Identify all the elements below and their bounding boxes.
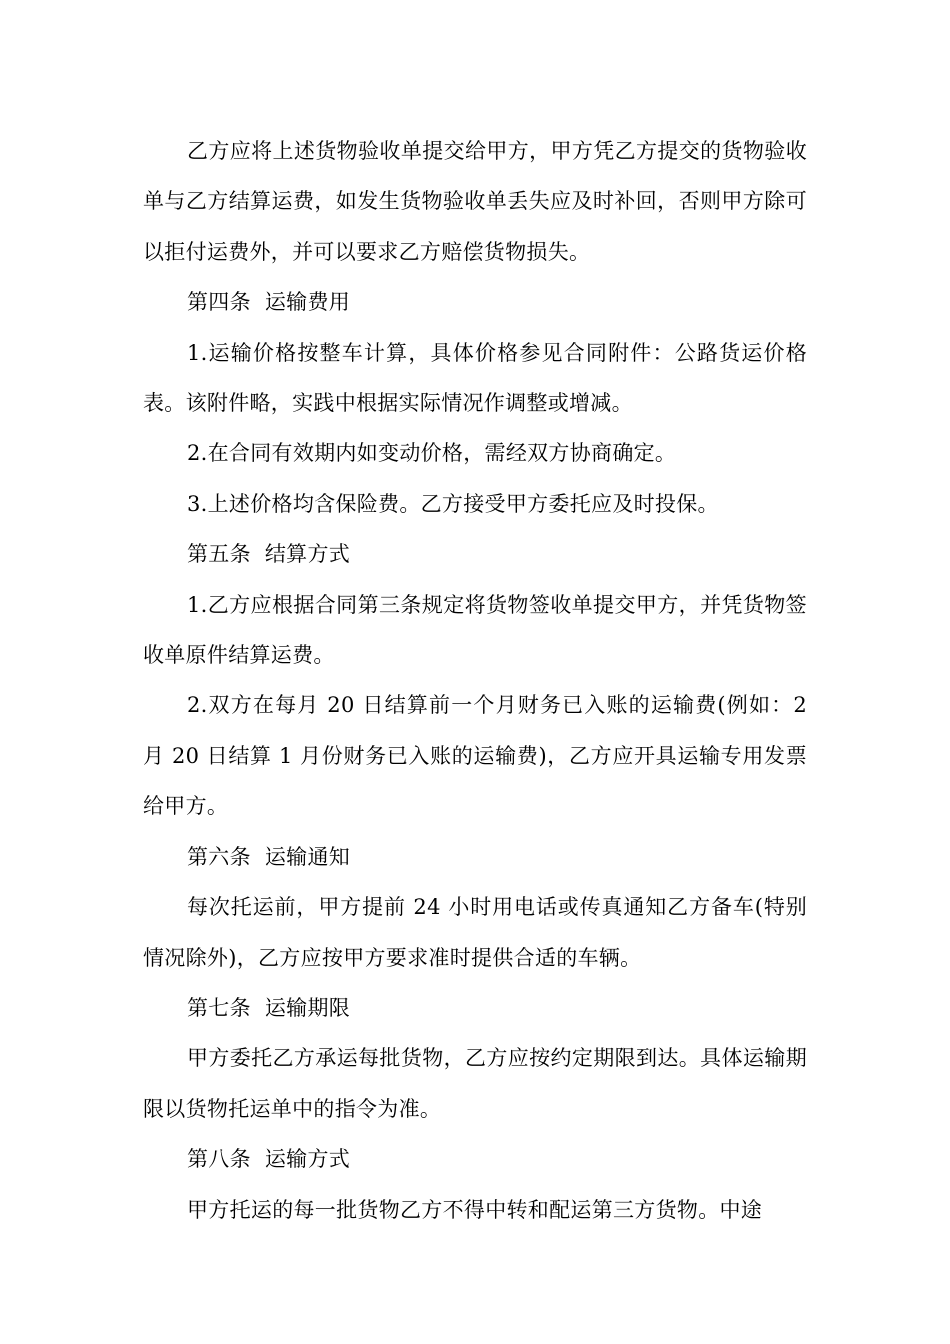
heading-article-8: 第八条 运输方式 [187,1147,351,1172]
paragraph-4-3: 3.上述价格均含保险费。乙方接受甲方委托应及时投保。 [187,491,719,516]
paragraph-4-1: 1.运输价格按整车计算，具体价格参见合同附件：公路货运价格表。该附件略，实践中根据实际情况作调整或增减。 [143,340,807,416]
paragraph-7: 甲方委托乙方承运每批货物，乙方应按约定期限到达。具体运输期限以货物托运单中的指令为准。 [143,1046,807,1121]
heading-article-5: 第五条 结算方式 [187,542,351,567]
heading-article-6: 第六条 运输通知 [187,844,351,869]
paragraph-4-2: 2.在合同有效期内如变动价格，需经双方协商确定。 [187,441,677,466]
paragraph-8: 甲方托运的每一批货物乙方不得中转和配运第三方货物。中途 [187,1197,763,1222]
paragraph-5-1: 1.乙方应根据合同第三条规定将货物签收单提交甲方，并凭货物签收单原件结算运费。 [143,592,807,668]
paragraph-5-2: 2.双方在每月 20 日结算前一个月财务已入账的运输费(例如：2 月 20 日结算 1 月份财务已入账的运输费)，乙方应开具运输专用发票给甲方。 [143,693,807,819]
document-body [143,126,807,1235]
heading-article-4: 第四条 运输费用 [187,290,351,315]
paragraph-acceptance-note: 乙方应将上述货物验收单提交给甲方，甲方凭乙方提交的货物验收单与乙方结算运费，如发生货物验收单丢失应及时补回，否则甲方除可以拒付运费外，并可以要求乙方赔偿货物损失。 [143,139,807,264]
paragraph-6: 每次托运前，甲方提前 24 小时用电话或传真通知乙方备车(特别情况除外)，乙方应按甲方要求准时提供合适的车辆。 [143,895,807,970]
heading-article-7: 第七条 运输期限 [187,995,351,1020]
